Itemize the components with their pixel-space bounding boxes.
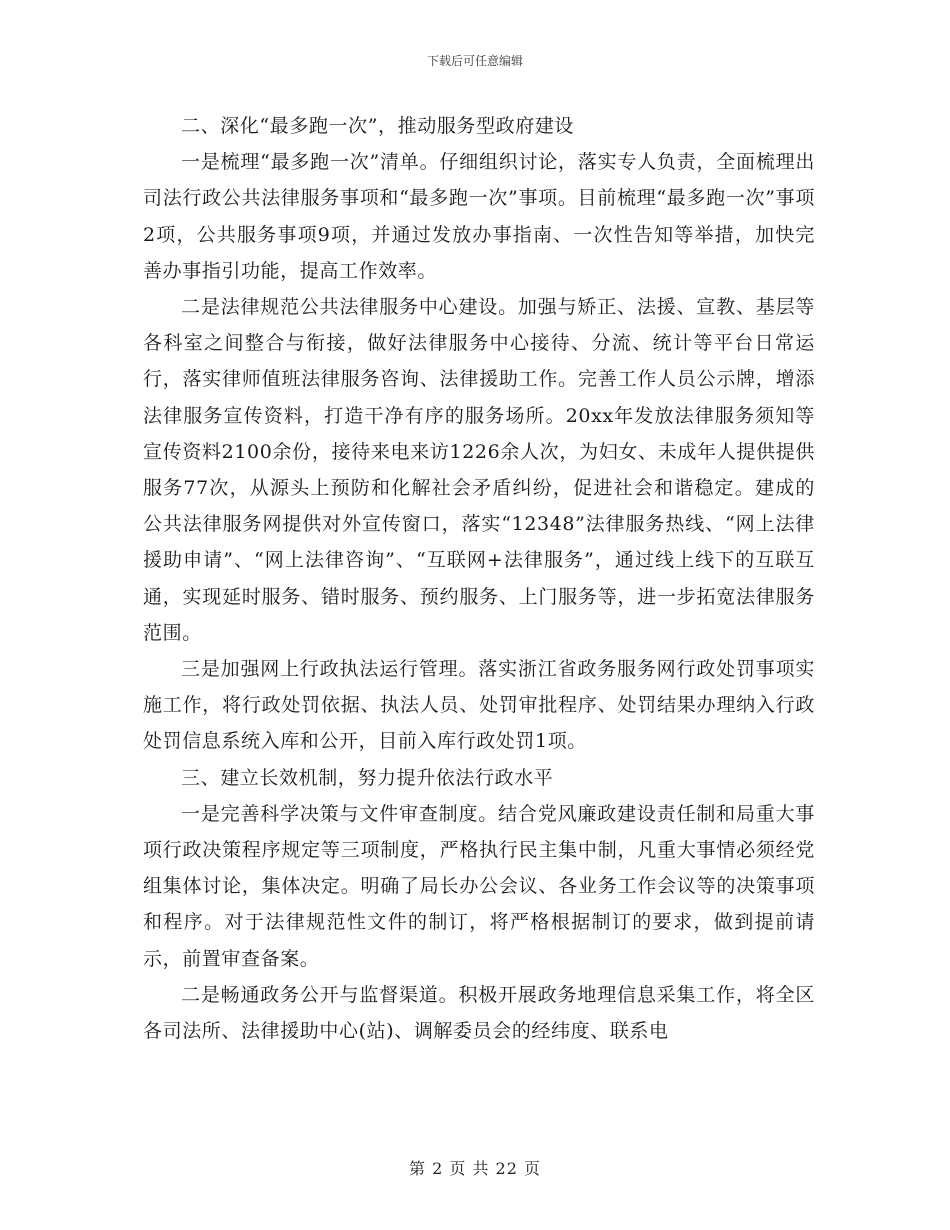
section-heading-3: 三、建立长效机制，努力提升依法行政水平 xyxy=(181,766,554,789)
page-footer: 第 2 页 共 22 页 xyxy=(409,1159,541,1178)
section-heading-2: 二、深化“最多跑一次”，推动服务型政府建设 xyxy=(181,115,575,137)
paragraph-decision-making: 一是完善科学决策与文件审查制度。结合党风廉政建设责任制和局重大事项行政决策程序规定等三项制度，严格执行民主集中制，凡重大事情必须经党组集体讨论，集体决定。明确了局长办公会议、各业务工作会议等的决策事项和程序。对于法律规范性文件的制订，将严格根据制订的要求，做到提前请示，前置审查备案。 xyxy=(143,802,815,970)
paragraph-online-enforcement: 三是加强网上行政执法运行管理。落实浙江省政务服务网行政处罚事项实施工作，将行政处罚依据、执法人员、处罚审批程序、处罚结果办理纳入行政处罚信息系统入库和公开，目前入库行政处罚1项。 xyxy=(143,658,815,753)
paragraph-service-center: 二是法律规范公共法律服务中心建设。加强与矫正、法援、宣教、基层等各科室之间整合与衔接，做好法律服务中心接待、分流、统计等平台日常运行，落实律师值班法律服务咨询、法律援助工作。完善工作人员公示牌，增添法律服务宣传资料，打造干净有序的服务场所。20xx年发放法律服务须知等宣传资料2100余份，接待来电来访1226余人次，为妇女、未成年人提供提供服务77次，从源头上预防和化解社会矛盾纠纷，促进社会和谐稳定。建成的公共法律服务网提供对外宣传窗口，落实“12348”法律服务热线、“网上法律援助申请”、“网上法律咨询”、“互联网+法律服务”，通过线上线下的互联互通，实现延时服务、错时服务、预约服务、上门服务等，进一步拓宽法律服务范围。 xyxy=(143,296,815,644)
document-body xyxy=(143,108,815,1049)
paragraph-transparency: 二是畅通政务公开与监督渠道。积极开展政务地理信息采集工作，将全区各司法所、法律援助中心(站)、调解委员会的经纬度、联系电 xyxy=(143,983,815,1043)
paragraph-checklist: 一是梳理“最多跑一次”清单。仔细组织讨论，落实专人负责，全面梳理出司法行政公共法律服务事项和“最多跑一次”事项。目前梳理“最多跑一次”事项2项，公共服务事项9项，并通过发放办事指南、一次性告知等举措，加快完善办事指引功能，提高工作效率。 xyxy=(143,151,815,282)
page-header: 下载后可任意编辑 xyxy=(426,54,523,68)
